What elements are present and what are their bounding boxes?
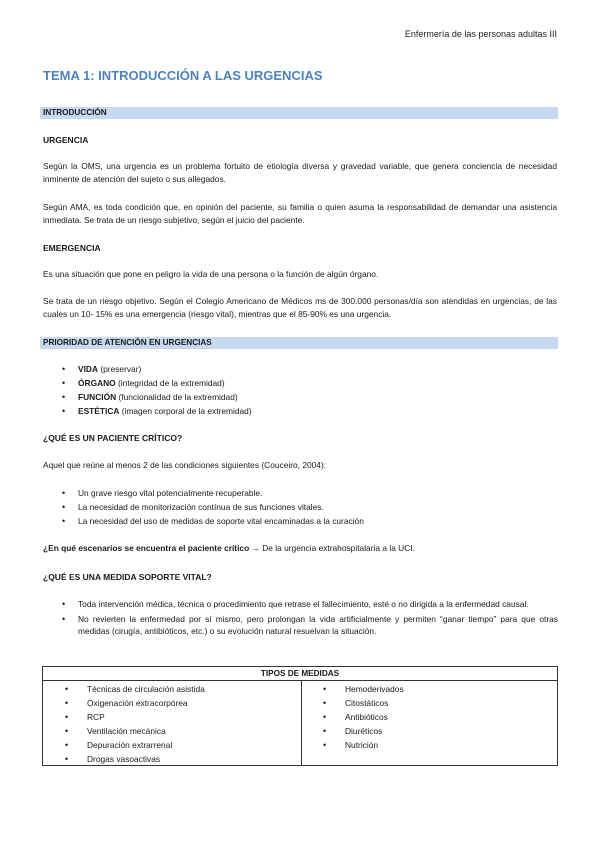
table-left-list <box>65 682 205 766</box>
list-item <box>62 362 252 376</box>
soporte-heading: ¿QUÉ ES UNA MEDIDA SOPORTE VITAL? <box>43 572 212 582</box>
priority-desc: (imagen corporal de la extremidad) <box>119 406 252 416</box>
page-header: Enfermería de las personas adultas III <box>404 29 557 39</box>
table-cell-item: • Citostáticos <box>323 696 404 710</box>
list-item: • No revierten la enfermedad por sí mismo, pero prolongan la vida artificialmente y permiten “ganar tiempo” para que otras medidas (cirugía, antibióticos, etc.) o su evolución natural resuelvan la situación. <box>62 613 558 638</box>
table-column-left <box>43 681 302 765</box>
priority-desc: (preservar) <box>98 364 142 374</box>
table-cell-item: • Técnicas de circulación asistida <box>65 682 205 696</box>
urgencia-paragraph-2: Según AMA, es toda condición que, en opinión del paciente, su familia o quien asuma la responsabilidad de demandar una asistencia inmediata. Se trata de un riesgo subjetivo, según el juicio del paciente. <box>43 202 557 225</box>
table-column-right <box>301 681 557 765</box>
table-cell-item: • Depuración extrarrenal <box>65 738 205 752</box>
table-cell-item: • Hemoderivados <box>323 682 404 696</box>
prioridad-list <box>62 362 252 418</box>
table-header: TIPOS DE MEDIDAS <box>43 667 557 681</box>
emergencia-heading: EMERGENCIA <box>43 243 101 253</box>
tipos-medidas-table <box>42 666 558 766</box>
section-bar-introduccion: INTRODUCCIÓN <box>40 107 558 119</box>
list-item: • Un grave riesgo vital potencialmente recuperable. <box>62 486 364 500</box>
urgencia-heading: URGENCIA <box>43 135 89 145</box>
arrow-right-icon: → <box>249 543 263 553</box>
table-cell-item: • Ventilación mecánica <box>65 724 205 738</box>
urgencia-paragraph-1: Según la OMS, una urgencia es un problema fortuito de etiología diversa y gravedad variable, que genera conciencia de necesidad inminente de atención del sujeto o sus allegados. <box>43 161 557 184</box>
emergencia-paragraph-1: Es una situación que pone en peligro la vida de una persona o la función de algún órgano. <box>43 269 379 279</box>
table-cell-item: • Oxigenación extracorpórea <box>65 696 205 710</box>
section-bar-prioridad: PRIORIDAD DE ATENCIÓN EN URGENCIAS <box>40 337 558 349</box>
list-item <box>62 390 252 404</box>
priority-desc: (integridad de la extremidad) <box>115 378 225 388</box>
table-cell-item: • Nutrición <box>323 738 404 752</box>
priority-term: VIDA <box>78 364 99 374</box>
escenario-line <box>43 542 557 555</box>
table-cell-item: • Antibióticos <box>323 710 404 724</box>
emergencia-paragraph-2: Se trata de un riesgo objetivo. Según el Colegio Americano de Médicos ms de 300.000 personas/día son atendidas en urgencias, de las cuales un 10- 15% es una emergencia (riesgo vital), mientras que el 85-90% es una urgencia. <box>43 296 557 319</box>
critico-list <box>62 486 364 528</box>
soporte-list <box>62 598 558 640</box>
priority-desc: (funcionalidad de la extremidad) <box>116 392 238 402</box>
list-item <box>62 404 252 418</box>
list-item: • La necesidad del uso de medidas de soporte vital encaminadas a la curación <box>62 514 364 528</box>
list-item: • Toda intervención médica, técnica o procedimiento que retrase el fallecimiento, esté o no dirigida a la enfermedad causal. <box>62 598 558 611</box>
critico-heading: ¿QUÉ ES UN PACIENTE CRÍTICO? <box>43 433 183 443</box>
list-item <box>62 376 252 390</box>
priority-term: ESTÉTICA <box>78 406 120 416</box>
critico-intro: Aquel que reúne al menos 2 de las condiciones siguientes (Couceiro, 2004): <box>43 460 327 470</box>
page-title: TEMA 1: INTRODUCCIÓN A LAS URGENCIAS <box>43 68 323 83</box>
list-item: • La necesidad de monitorización contínua de sus funciones vitales. <box>62 500 364 514</box>
table-right-list <box>323 682 404 752</box>
escenario-answer: De la urgencia extrahospitalaria a la UCI. <box>262 543 415 553</box>
escenario-question: ¿En qué escenarios se encuentra el paciente crítico <box>43 543 250 553</box>
table-cell-item: • RCP <box>65 710 205 724</box>
table-cell-item: • Diuréticos <box>323 724 404 738</box>
priority-term: ÓRGANO <box>78 378 116 388</box>
table-cell-item: • Drogas vasoactivas <box>65 752 205 766</box>
priority-term: FUNCIÓN <box>78 392 117 402</box>
